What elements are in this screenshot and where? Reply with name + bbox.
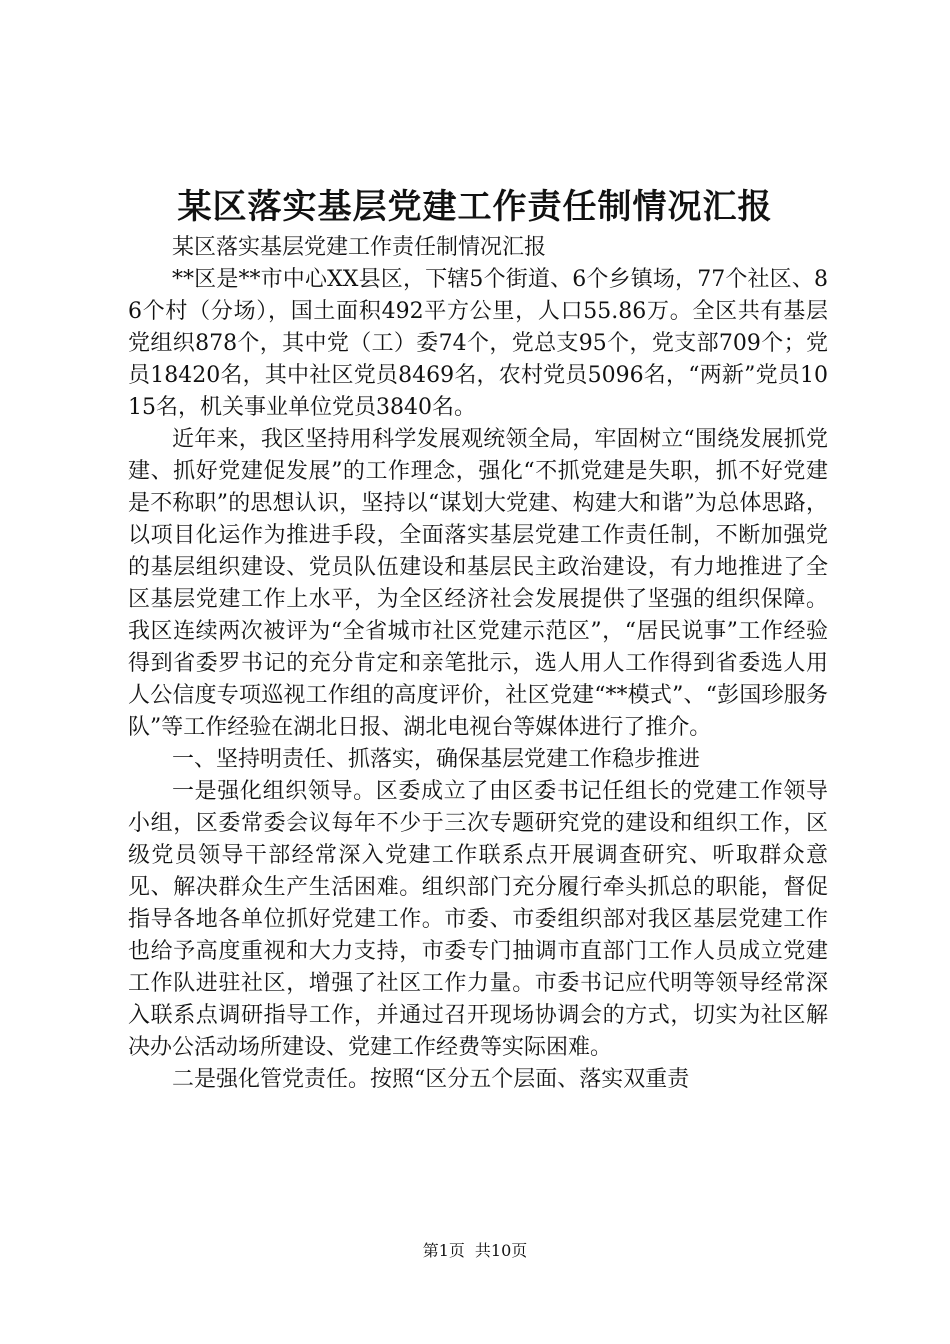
paragraph-subtitle: 某区落实基层党建工作责任制情况汇报 bbox=[172, 235, 547, 260]
document-title: 某区落实基层党建工作责任制情况汇报 bbox=[177, 186, 773, 227]
paragraph-party-responsibility: 二是强化管党责任。按照“区分五个层面、落实双重责 bbox=[172, 1067, 690, 1092]
paragraph-organization-leadership: 一是强化组织领导。区委成立了由区委书记任组长的党建工作领导小组，区委常委会议每年不少于三次专题研究党的建设和组织工作，区级党员领导干部经常深入党建工作联系点开展调查研究、听取群众意见、解决群众生产生活困难。组织部门充分履行牵头抓总的职能，督促指导各地各单位抓好党建工作。市委、市委组织部对我区基层党建工作也给予高度重视和大力支持，市委专门抽调市直部门工作人员成立党建工作队进驻社区，增强了社区工作力量。市委书记应代明等领导经常深入联系点调研指导工作，并通过召开现场协调会的方式，切实为社区解决办公活动场所建设、党建工作经费等实际困难。 bbox=[128, 779, 828, 1060]
page-number: 第1页 bbox=[422, 1241, 465, 1260]
section-heading-1: 一、坚持明责任、抓落实，确保基层党建工作稳步推进 bbox=[172, 747, 701, 772]
document-body bbox=[128, 232, 828, 1096]
page-footer bbox=[0, 1240, 950, 1262]
page-total: 共10页 bbox=[474, 1241, 528, 1260]
paragraph-achievements: 近年来，我区坚持用科学发展观统领全局，牢固树立“围绕发展抓党建、抓好党建促发展”的工作理念，强化“不抓党建是失职，抓不好党建是不称职”的思想认识，坚持以“谋划大党建、构建大和谐”为总体思路，以项目化运作为推进手段，全面落实基层党建工作责任制，不断加强党的基层组织建设、党员队伍建设和基层民主政治建设，有力地推进了全区基层党建工作上水平，为全区经济社会发展提供了坚强的组织保障。我区连续两次被评为“全省城市社区党建示范区”，“居民说事”工作经验得到省委罗书记的充分肯定和亲笔批示，选人用人工作得到省委选人用人公信度专项巡视工作组的高度评价，社区党建“**模式”、“彭国珍服务队”等工作经验在湖北日报、湖北电视台等媒体进行了推介。 bbox=[128, 427, 828, 740]
paragraph-overview: **区是**市中心XX县区，下辖5个街道、6个乡镇场，77个社区、86个村（分场），国土面积492平方公里，人口55.86万。全区共有基层党组织878个，其中党（工）委74个，党总支95个，党支部709个；党员18420名，其中社区党员8469名，农村党员5096名，“两新”党员1015名，机关事业单位党员3840名。 bbox=[128, 267, 828, 420]
